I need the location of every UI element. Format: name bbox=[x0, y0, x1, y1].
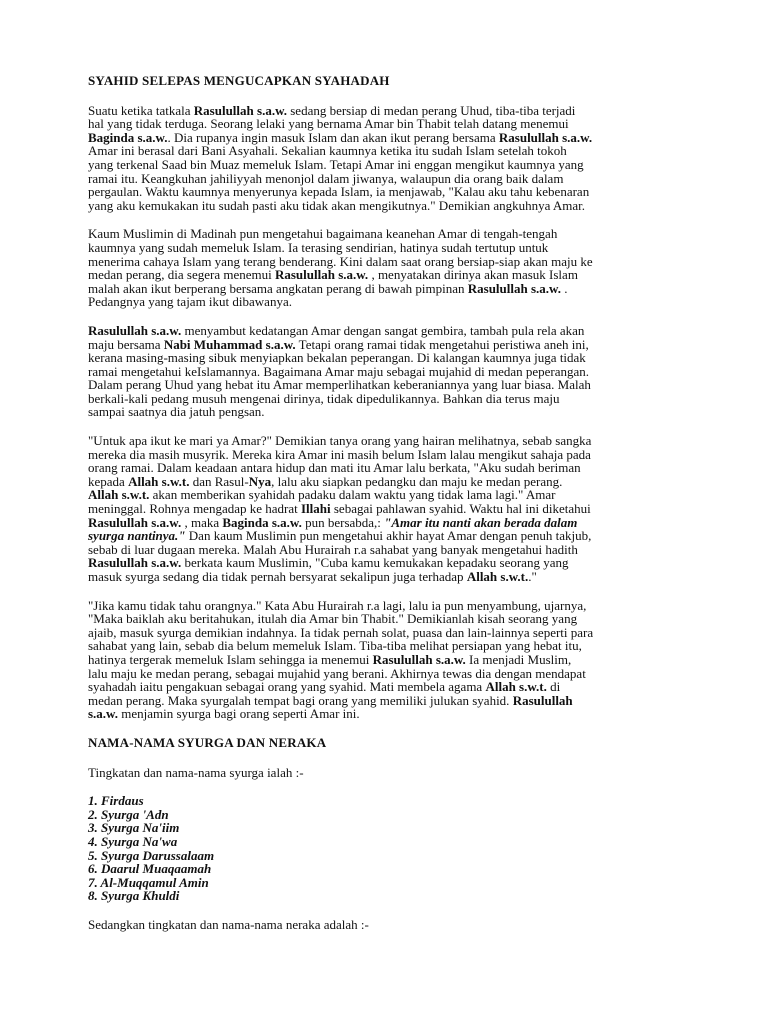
text-line bbox=[88, 365, 688, 379]
text-line bbox=[88, 599, 688, 613]
bold-text: Rasulullah s.a.w. bbox=[498, 129, 593, 145]
text-line bbox=[88, 131, 688, 145]
text-run: sahabat yang lain, sebab dia belum memeluk Islam. Tiba-tiba melihat persiapan yang hebat itu, bbox=[88, 638, 582, 654]
text-run: yang aku kemukakan itu sudah pasti aku tidak akan mengikutnya." Demikian angkuhnya Amar. bbox=[88, 197, 586, 213]
list-item: 4. Syurga Na'wa bbox=[88, 833, 178, 849]
paragraph-1 bbox=[88, 104, 688, 213]
list-item: 5. Syurga Darussalaam bbox=[88, 847, 215, 863]
text-line bbox=[88, 667, 688, 681]
list-item: 1. Firdaus bbox=[88, 793, 144, 809]
neraka-intro: Sedangkan tingkatan dan nama-nama neraka adalah :- bbox=[88, 916, 369, 932]
text-line bbox=[88, 117, 688, 131]
text-line bbox=[88, 405, 688, 419]
bold-text: Illahi bbox=[301, 501, 331, 517]
list-item: 7. Al-Muqqamul Amin bbox=[88, 874, 209, 890]
text-line bbox=[88, 282, 688, 296]
text-run: kerana masing-masing sibuk menyiapkan bekalan peperangan. Di kalangan kaumnya juga tidak bbox=[88, 350, 586, 366]
text-run: ramai itu. Keangkuhan jahiliyyah menonjol dalam jiwanya, walaupun dia orang baik dalam bbox=[88, 170, 564, 186]
text-line bbox=[88, 104, 688, 118]
bold-text: Rasulullah s.a.w. bbox=[88, 322, 182, 338]
text-run: menyambut kedatangan Amar dengan sangat gembira, tambah pula rela akan bbox=[181, 322, 585, 338]
text-run: berkata kaum Muslimin, "Cuba kamu kemukakan kepadaku seorang yang bbox=[181, 555, 569, 571]
text-run: menerima cahaya Islam yang terang benderang. Kini dalam saat orang bersiap-siap akan maju ke bbox=[88, 253, 593, 269]
text-run: "Maka baiklah aku beritahukan, itulah dia Amar bin Thabit." Demikianlah kisah seorang yang bbox=[88, 611, 578, 627]
article-heading: SYAHID SELEPAS MENGUCAPKAN SYAHADAH bbox=[88, 73, 390, 88]
bold-text: s.a.w. bbox=[88, 706, 118, 722]
text-run: lalu maju ke medan perang, sebagai mujahid yang berani. Akhirnya tewas dia dengan mendapat bbox=[88, 665, 586, 681]
section-heading: NAMA-NAMA SYURGA DAN NERAKA bbox=[88, 734, 327, 750]
list-item: 2. Syurga 'Adn bbox=[88, 806, 169, 822]
text-run: ." bbox=[528, 569, 537, 584]
text-run: Dalam perang Uhud yang hebat itu Amar memperlihatkan keberaniannya yang luar biasa. Malah bbox=[88, 377, 591, 393]
text-line bbox=[88, 556, 688, 570]
text-line bbox=[88, 653, 688, 667]
text-run: sebagai pahlawan syahid. Waktu hal ini diketahui bbox=[330, 501, 591, 517]
text-line bbox=[88, 255, 688, 269]
bold-text: Rasulullah s.a.w. bbox=[274, 267, 369, 283]
text-line bbox=[88, 488, 688, 502]
text-run: , menyatakan dirinya akan masuk Islam bbox=[368, 267, 578, 283]
bold-text: syurga nantinya." bbox=[88, 528, 186, 544]
text-run: sedang bersiap di medan perang Uhud, tiba-tiba terjadi bbox=[286, 102, 576, 118]
text-run: maju bersama bbox=[88, 336, 164, 352]
text-run: , lalu aku siapkan pedangku dan maju ke medan perang. bbox=[271, 473, 563, 489]
bold-text: Allah s.w.t. bbox=[466, 569, 529, 584]
bold-text: Baginda s.a.w. bbox=[222, 514, 302, 530]
text-run: Pedangnya yang tajam ikut dibawanya. bbox=[88, 294, 292, 310]
paragraph-2 bbox=[88, 227, 688, 309]
text-line bbox=[88, 392, 688, 406]
bold-text: Rasulullah bbox=[512, 692, 573, 708]
text-line bbox=[88, 612, 688, 626]
list-item: 8. Syurga Khuldi bbox=[88, 888, 180, 904]
list-item: 6. Daarul Muaqaamah bbox=[88, 861, 212, 877]
bold-text: Rasulullah s.a.w. bbox=[193, 102, 287, 118]
text-run: Amar ini berasal dari Bani Asyahali. Sekalian kaumnya ketika itu sudah Islam setelah tokoh bbox=[88, 143, 567, 159]
text-line bbox=[88, 434, 688, 448]
text-run: ramai mengetahui keIslamannya. Bagaimana Amar maju sebagai mujahid di medan peperangan. bbox=[88, 363, 590, 379]
document-page bbox=[88, 74, 688, 946]
bold-text: "Amar itu nanti akan berada dalam bbox=[384, 514, 578, 530]
bold-text: Baginda s.a.w. bbox=[88, 129, 168, 145]
text-run: menjamin syurga bagi orang seperti Amar ini. bbox=[117, 706, 360, 722]
text-line bbox=[88, 199, 688, 213]
bold-text: Rasulullah s.a.w. bbox=[467, 280, 561, 296]
bold-text: Allah s.w.t. bbox=[485, 679, 547, 695]
text-line bbox=[88, 529, 688, 543]
text-run: berkali-kali pedang musuh mengenai dirinya, tidak dipedulikannya. Bahkan dia terus maju bbox=[88, 390, 560, 406]
list-item: 3. Syurga Na'iim bbox=[88, 820, 180, 836]
text-run: hal yang tidak terduga. Seorang lelaki yang bernama Amar bin Thabit telah datang menemui bbox=[88, 116, 569, 132]
text-run: masuk syurga sedang dia tidak pernah bersyarat sekalipun juga terhadap bbox=[88, 569, 467, 584]
text-run: Dan kaum Muslimin pun mengetahui akhir hayat Amar dengan penuh takjub, bbox=[185, 528, 592, 544]
text-run: Kaum Muslimin di Madinah pun mengetahui bagaimana keanehan Amar di tengah-tengah bbox=[88, 226, 558, 242]
text-run: . Dia rupanya ingin masuk Islam dan akan ikut perang bersama bbox=[167, 129, 499, 145]
text-run: medan perang, dia segera menemui bbox=[88, 267, 275, 283]
text-run: ajaib, masuk syurga demikian indahnya. Ia tidak pernah solat, puasa dan lain-lainnya seperti para bbox=[88, 624, 594, 640]
text-line bbox=[88, 351, 688, 365]
text-line bbox=[88, 543, 688, 557]
text-line bbox=[88, 268, 688, 282]
bold-text: Nya bbox=[248, 473, 272, 489]
text-run: . bbox=[560, 280, 568, 296]
bold-text: Allah s.w.t. bbox=[128, 473, 190, 489]
text-line bbox=[88, 461, 688, 475]
syurga-intro: Tingkatan dan nama-nama syurga ialah :- bbox=[88, 764, 304, 780]
text-line bbox=[88, 378, 688, 392]
text-line bbox=[88, 475, 688, 489]
text-run: sampai saatnya dia jatuh pengsan. bbox=[88, 404, 265, 420]
text-run: Ia menjadi Muslim, bbox=[465, 651, 572, 667]
text-run: mereka dia masih musyrik. Mereka kira Amar ini masih belum Islam lalau mengikut sahaja pada bbox=[88, 446, 591, 462]
paragraph-4 bbox=[88, 434, 688, 584]
text-run: di bbox=[546, 679, 561, 695]
bold-text: Rasulullah s.a.w. bbox=[372, 651, 466, 667]
text-line bbox=[88, 570, 688, 584]
text-run: meninggal. Rohnya mengadap ke hadrat bbox=[88, 501, 301, 517]
text-run: akan memberikan syahidah padaku dalam waktu yang tidak lama lagi." Amar bbox=[149, 487, 556, 503]
syurga-list bbox=[88, 794, 688, 903]
text-run: kepada bbox=[88, 473, 129, 489]
text-run: Suatu ketika tatkala bbox=[88, 102, 194, 118]
text-run: malah akan ikut berperang bersama angkatan perang di bawah pimpinan bbox=[88, 280, 468, 296]
text-run: "Untuk apa ikut ke mari ya Amar?" Demikian tanya orang yang hairan melihatnya, sebab sangka bbox=[88, 433, 592, 449]
text-run: orang ramai. Dalam keadaan antara hidup dan mati itu Amar lalu berkata, "Aku sudah beriman bbox=[88, 460, 581, 476]
bold-text: Rasulullah s.a.w. bbox=[88, 514, 182, 530]
text-line bbox=[88, 502, 688, 516]
text-line bbox=[88, 241, 688, 255]
bold-text: Allah s.w.t. bbox=[88, 487, 150, 503]
text-line bbox=[88, 680, 688, 694]
text-run: pergaulan. Waktu kaumnya menyerunya kepada Islam, ia menjawab, "Kalau aku tahu kebenaran bbox=[88, 184, 590, 200]
text-line bbox=[88, 185, 688, 199]
text-run: sebab di luar dugaan mereka. Malah Abu Hurairah r.a sahabat yang banyak mengetahui hadith bbox=[88, 541, 578, 557]
text-line bbox=[88, 227, 688, 241]
bold-text: Rasulullah s.a.w. bbox=[88, 555, 182, 571]
text-run: Tetapi orang ramai tidak mengetahui peristiwa aneh ini, bbox=[295, 336, 589, 352]
text-run: medan perang. Maka syurgalah tempat bagi orang yang memiliki julukan syahid. bbox=[88, 692, 513, 708]
text-run: , maka bbox=[181, 514, 223, 530]
text-run: dan Rasul- bbox=[189, 473, 249, 489]
text-line bbox=[88, 158, 688, 172]
text-line bbox=[88, 516, 688, 530]
text-line bbox=[88, 324, 688, 338]
text-run: syahadah iaitu pengakuan sebagai orang yang syahid. Mati membela agama bbox=[88, 679, 486, 695]
paragraph-5 bbox=[88, 599, 688, 721]
text-line bbox=[88, 626, 688, 640]
bold-text: Nabi Muhammad s.a.w. bbox=[163, 336, 296, 352]
text-line bbox=[88, 338, 688, 352]
text-run: hatinya tergerak memeluk Islam sehingga ia menemui bbox=[88, 651, 373, 667]
text-line bbox=[88, 295, 688, 309]
text-line bbox=[88, 144, 688, 158]
text-run: pun bersabda,: bbox=[301, 514, 385, 530]
text-line bbox=[88, 694, 688, 708]
text-line bbox=[88, 707, 688, 721]
paragraph-3 bbox=[88, 324, 688, 419]
text-run: "Jika kamu tidak tahu orangnya." Kata Abu Hurairah r.a lagi, lalu ia pun menyambung, ujarnya, bbox=[88, 597, 587, 613]
text-line bbox=[88, 639, 688, 653]
text-run: yang terkenal Saad bin Muaz memeluk Islam. Tetapi Amar ini enggan mengikut kaumnya yang bbox=[88, 156, 584, 172]
text-run: kaumnya yang sudah memeluk Islam. Ia terasing sendirian, hatinya sudah tertutup untuk bbox=[88, 239, 549, 255]
text-line bbox=[88, 448, 688, 462]
text-line bbox=[88, 172, 688, 186]
